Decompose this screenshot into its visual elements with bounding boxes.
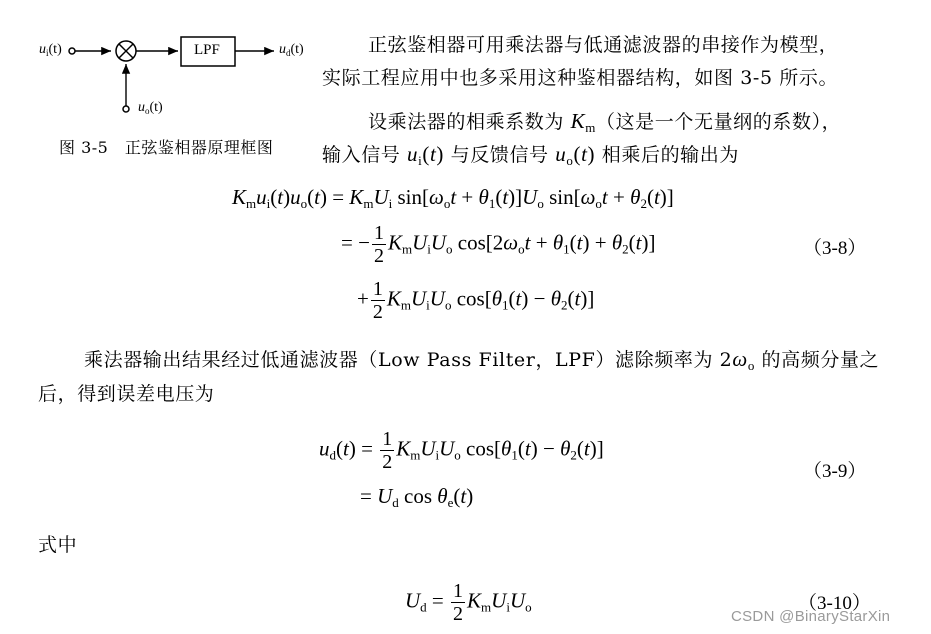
para2-line-2: 输入信号 $u_i(t)$ 与反馈信号 $u_o(t)$ 相乘后的输出为 [322,142,739,168]
input-terminal [69,48,75,54]
para2-line-1: 设乘法器的相乘系数为 $K_m$（这是一个无量纲的系数）， [368,109,842,135]
feedback-terminal [123,106,129,112]
lpf-block-label: LPF [194,42,220,58]
eq-3-8-line-3: + $\frac{1}{2}$ $K_mU_iU_o$ $\cos[\theta_1(t) - \theta_2(t)]$ [357,278,595,323]
figure-caption: 图 3-5 正弦鉴相器原理框图 [59,138,274,157]
eq-3-10-number: （3-10） [798,593,871,614]
intro-line-1: 正弦鉴相器可用乘法器与低通滤波器的串接作为模型， [368,34,839,56]
eq-3-10: $U_d$ = $\frac{1}{2}$ $K_mU_iU_o$ [405,580,532,625]
input-signal-label: $u_i(t)$ [39,42,62,58]
eq-3-8-number: （3-8） [803,238,867,259]
eq-3-9-line-2: = $U_d$ $\cos \theta_e(t)$ [360,484,474,510]
eq-3-9-number: （3-9） [803,461,867,482]
para3-line-1: 乘法器输出结果经过低通滤波器（Low Pass Filter，LPF）滤除频率为 $2\omega_o$ 的高频分量之 [84,347,880,373]
eq-3-8-line-1: $K_mu_i(t)u_o(t) = K_mU_i$ $\sin[\omega_ot + \theta_1(t)]U_o$ $\sin[\omega_ot + \theta_2(t)]$ [232,185,674,211]
eq-3-8-line-2: = − $\frac{1}{2}$ $K_mU_iU_o$ $\cos[2\omega_ot + \theta_1(t) + \theta_2(t)]$ [341,222,656,267]
watermark: CSDN @BinaryStarXin [731,608,891,625]
shizhong-label: 式中 [38,534,78,556]
output-signal-label: $u_d(t)$ [279,42,304,58]
eq-3-9-line-1: $u_d(t)$ = $\frac{1}{2}$ $K_mU_iU_o$ $\cos[\theta_1(t) - \theta_2(t)]$ [319,428,604,473]
para3-line-2: 后，得到误差电压为 [38,383,215,405]
block-diagram [0,0,320,130]
feedback-signal-label: $u_o(t)$ [138,100,163,116]
intro-line-2: 实际工程应用中也多采用这种鉴相器结构，如图 3-5 所示。 [322,67,839,89]
